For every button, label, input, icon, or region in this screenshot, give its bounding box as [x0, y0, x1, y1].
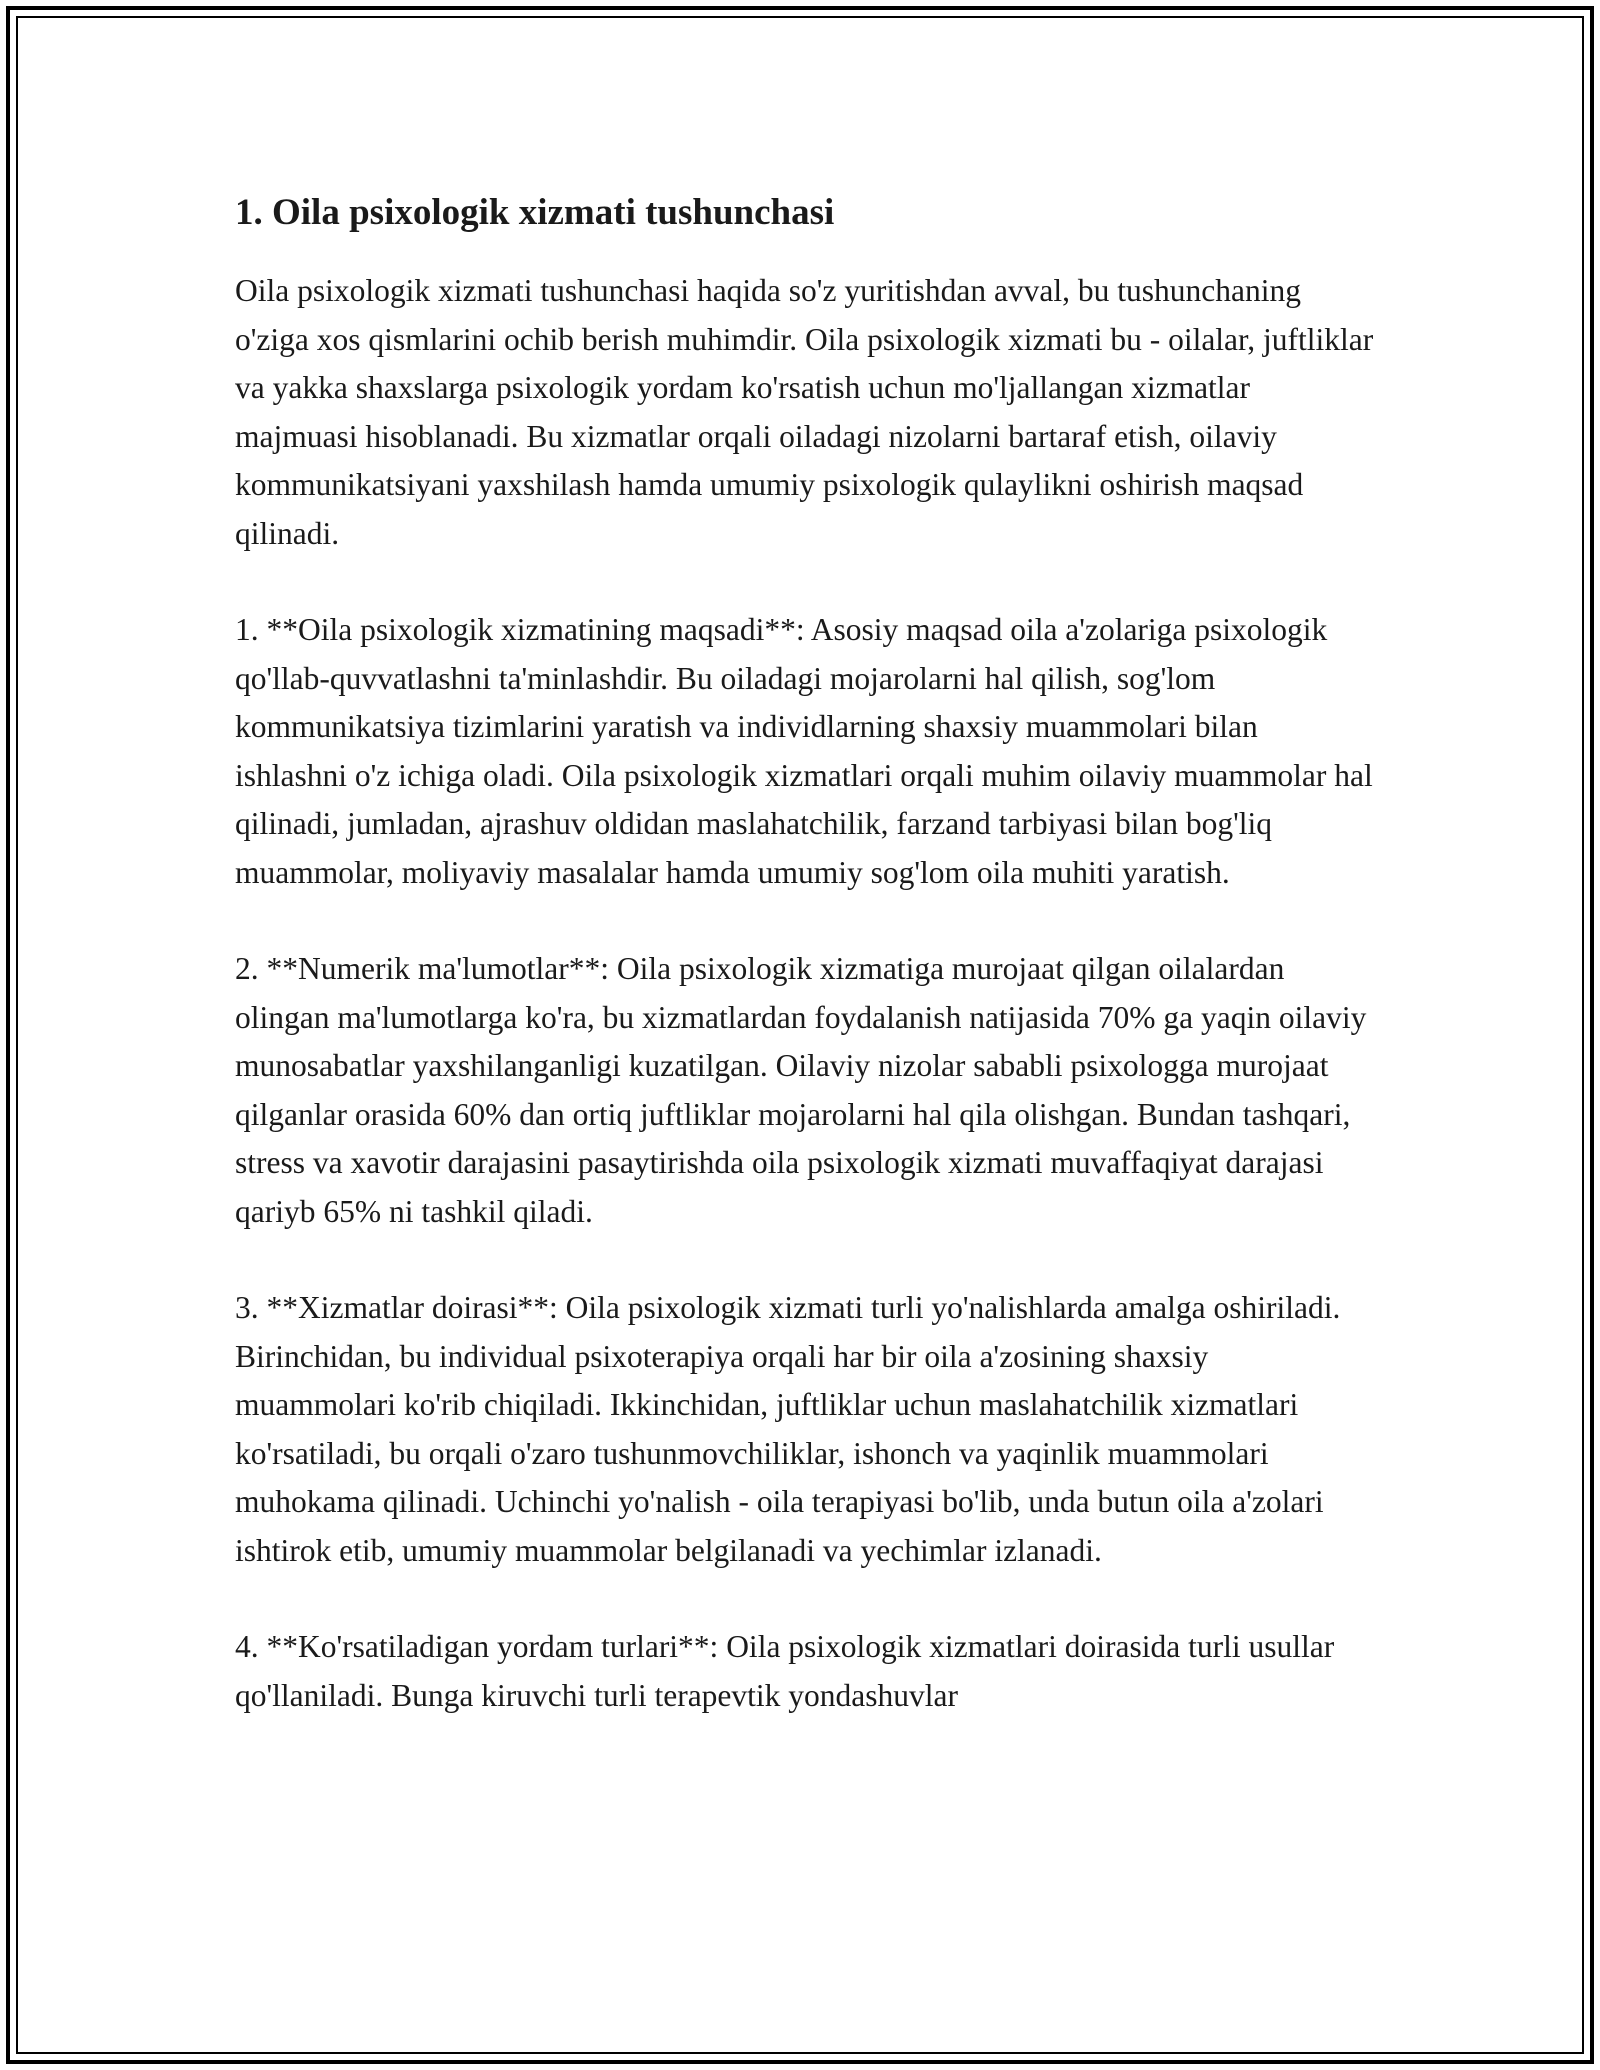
section-heading: 1. Oila psixologik xizmati tushunchasi	[235, 192, 835, 233]
paragraph-numeric-data: 2. **Numerik ma'lumotlar**: Oila psixologik xizmatiga murojaat qilgan oilalardan olingan ma'lumotlarga ko'ra, bu xizmatlardan foydalanish natijasida 70% ga yaqin oilaviy munosabatlar yaxshilanganligi kuzatilgan. Oilaviy nizolar sababli psixologga murojaat qilganlar orasida 60% dan ortiq juftliklar mojarolarni hal qila olishgan. Bundan tashqari, stress va xavotir darajasini pasaytirishda oila psixologik xizmati muvaffaqiyat darajasi qariyb 65% ni tashkil qiladi.	[235, 951, 1367, 1229]
document-body	[235, 185, 1375, 1768]
paragraph-help-types: 4. **Ko'rsatiladigan yordam turlari**: Oila psixologik xizmatlari doirasida turli usullar qo'llaniladi. Bunga kiruvchi turli terapevtik yondashuvlar	[235, 1629, 1335, 1713]
paragraph-service-scope: 3. **Xizmatlar doirasi**: Oila psixologik xizmati turli yo'nalishlarda amalga oshiriladi. Birinchidan, bu individual psixoterapiya orqali har bir oila a'zosining shaxsiy muammolari ko'rib chiqiladi. Ikkinchidan, juftliklar uchun maslahatchilik xizmatlari ko'rsatiladi, bu orqali o'zaro tushunmovchiliklar, ishonch va yaqinlik muammolari muhokama qilinadi. Uchinchi yo'nalish - oila terapiyasi bo'lib, unda butun oila a'zolari ishtirok etib, umumiy muammolar belgilanadi va yechimlar izlanadi.	[235, 1290, 1341, 1568]
intro-paragraph: Oila psixologik xizmati tushunchasi haqida so'z yuritishdan avval, bu tushunchaning o'ziga xos qismlarini ochib berish muhimdir. Oila psixologik xizmati bu - oilalar, juftliklar va yakka shaxslarga psixologik yordam ko'rsatish uchun mo'ljallangan xizmatlar majmuasi hisoblanadi. Bu xizmatlar orqali oiladagi nizolarni bartaraf etish, oilaviy kommunikatsiyani yaxshilash hamda umumiy psixologik qulaylikni oshirish maqsad qilinadi.	[235, 273, 1374, 551]
paragraph-goal: 1. **Oila psixologik xizmatining maqsadi**: Asosiy maqsad oila a'zolariga psixologik qo'llab-quvvatlashni ta'minlashdir. Bu oiladagi mojarolarni hal qilish, sog'lom kommunikatsiya tizimlarini yaratish va individlarning shaxsiy muammolari bilan ishlashni o'z ichiga oladi. Oila psixologik xizmatlari orqali muhim oilaviy muammolar hal qilinadi, jumladan, ajrashuv oldidan maslahatchilik, farzand tarbiyasi bilan bog'liq muammolar, moliyaviy masalalar hamda umumiy sog'lom oila muhiti yaratish.	[235, 612, 1373, 890]
